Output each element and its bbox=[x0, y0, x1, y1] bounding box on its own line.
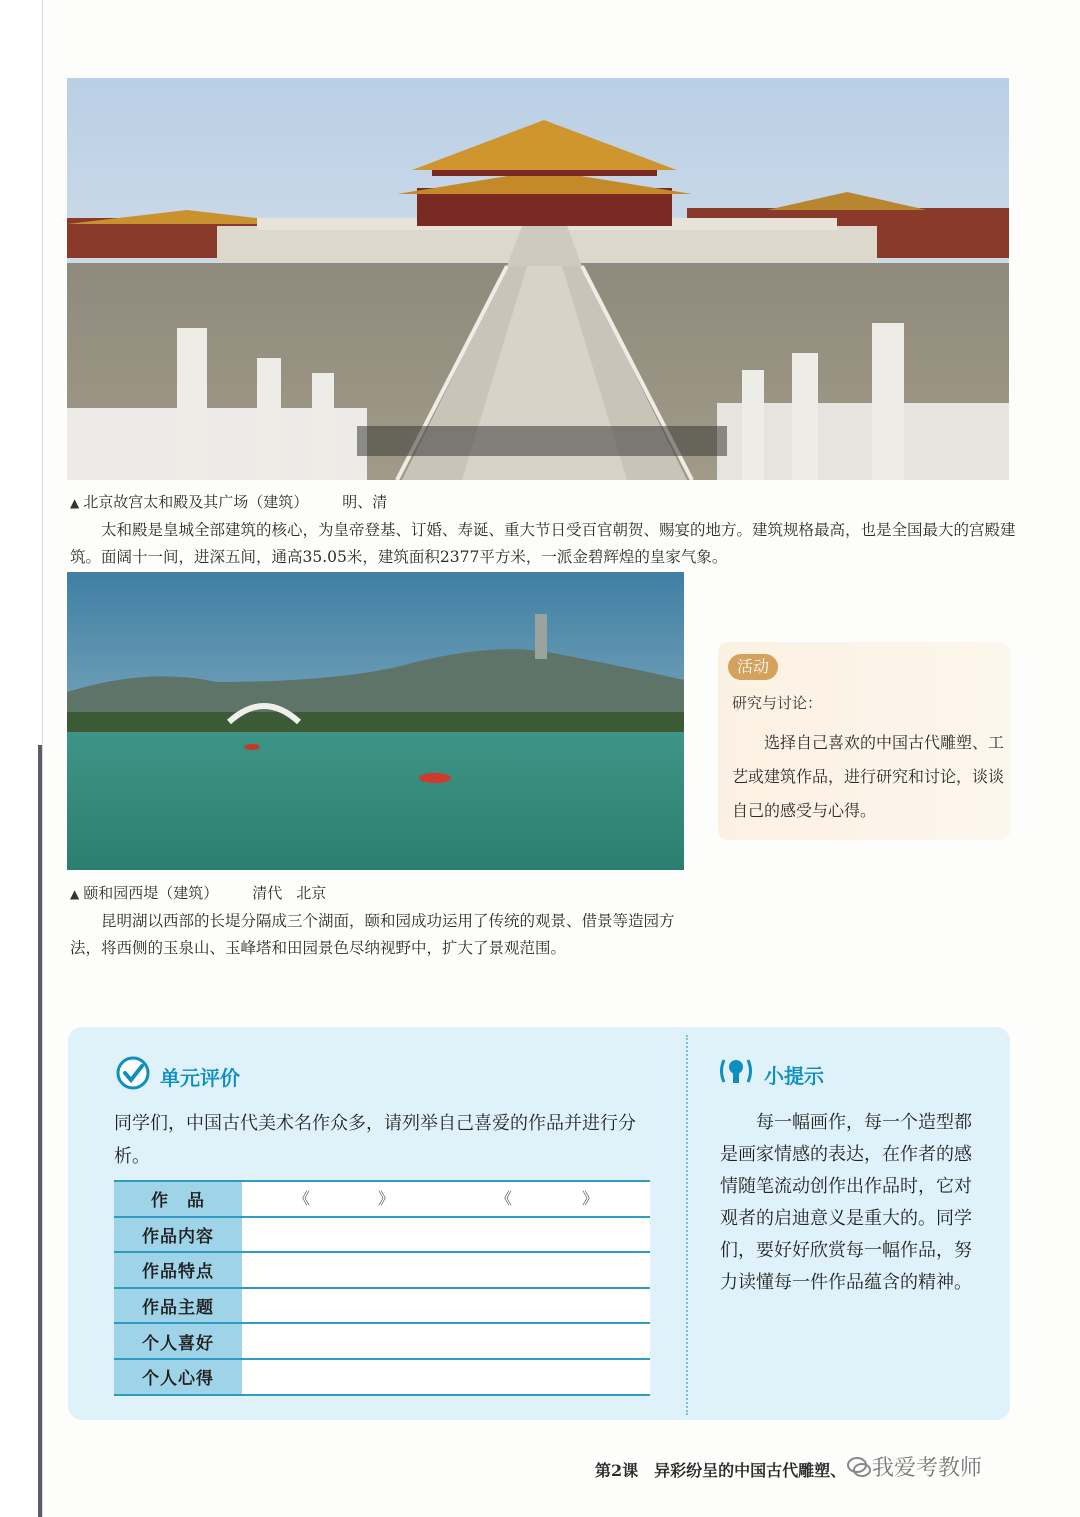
panel-divider bbox=[686, 1035, 688, 1415]
triangle-marker-icon: ▲ bbox=[70, 887, 80, 901]
page-binding-edge bbox=[38, 745, 42, 1517]
caption-text: 太和殿是皇城全部建筑的核心，为皇帝登基、订婚、寿诞、重大节日受百官朝贺、赐宴的地方。建筑规格最高，也是全国最大的宫殿建筑。面阔十一间，进深五间，通高35.05米，建筑面积2377平方米，一派金碧辉煌的皇家气象。 bbox=[70, 521, 1016, 566]
row-label: 个人喜好 bbox=[114, 1323, 242, 1359]
caption-place: 北京 bbox=[296, 884, 327, 902]
table-row bbox=[114, 1181, 650, 1217]
row-label: 作 品 bbox=[114, 1181, 242, 1217]
activity-subtitle: 研究与讨论： bbox=[732, 694, 823, 712]
table-row bbox=[114, 1288, 650, 1324]
theme-field[interactable] bbox=[242, 1288, 650, 1324]
caption-period: 明、清 bbox=[342, 493, 388, 511]
caption-title: 北京故宫太和殿及其广场（建筑） bbox=[83, 493, 309, 511]
caption-title: 颐和园西堤（建筑） bbox=[83, 884, 219, 902]
tip-title: 小提示 bbox=[764, 1064, 824, 1088]
summer-palace-photo bbox=[67, 572, 684, 870]
forbidden-city-photo bbox=[67, 78, 1009, 480]
evaluation-intro: 同学们，中国古代美术名作众多，请列举自己喜爱的作品并进行分析。 bbox=[114, 1113, 636, 1167]
lesson-footer: 第2课 异彩纷呈的中国古代雕塑、 bbox=[595, 1461, 847, 1480]
summer-palace-caption bbox=[70, 880, 690, 962]
features-field[interactable] bbox=[242, 1252, 650, 1288]
tip-body: 每一幅画作，每一个造型都是画家情感的表达，在作者的感情随笔流动创作出作品时，它对观者的启迪意义是重大的。同学们，要好好欣赏每一幅作品，努力读懂每一件作品蕴含的精神。 bbox=[720, 1112, 972, 1293]
checkmark-circle-icon bbox=[116, 1056, 150, 1090]
table-row bbox=[114, 1217, 650, 1253]
forbidden-city-caption bbox=[70, 489, 1020, 571]
evaluation-title: 单元评价 bbox=[160, 1066, 240, 1090]
wechat-icon bbox=[846, 1454, 872, 1480]
bracket-close: 》 bbox=[582, 1189, 599, 1208]
row-label: 作品主题 bbox=[114, 1288, 242, 1324]
watermark: 我爱考教师 bbox=[872, 1456, 983, 1481]
content-field[interactable] bbox=[242, 1217, 650, 1253]
activity-box bbox=[718, 642, 1010, 840]
row-label: 作品特点 bbox=[114, 1252, 242, 1288]
page-left-margin bbox=[0, 0, 43, 1517]
evaluation-table bbox=[114, 1180, 650, 1396]
triangle-marker-icon: ▲ bbox=[70, 496, 80, 510]
lightbulb-tip-icon bbox=[718, 1054, 754, 1088]
bracket-open: 《 bbox=[496, 1189, 513, 1208]
activity-body: 选择自己喜欢的中国古代雕塑、工艺或建筑作品，进行研究和讨论，谈谈自己的感受与心得。 bbox=[732, 733, 1005, 820]
bracket-open: 《 bbox=[294, 1189, 311, 1208]
bracket-close: 》 bbox=[378, 1189, 395, 1208]
preference-field[interactable] bbox=[242, 1323, 650, 1359]
caption-text: 昆明湖以西部的长堤分隔成三个湖面，颐和园成功运用了传统的观景、借景等造园方法，将西侧的玉泉山、玉峰塔和田园景色尽纳视野中，扩大了景观范围。 bbox=[70, 912, 675, 957]
activity-badge: 活动 bbox=[728, 654, 778, 680]
table-row bbox=[114, 1359, 650, 1395]
table-row bbox=[114, 1252, 650, 1288]
reflection-field[interactable] bbox=[242, 1359, 650, 1395]
caption-period: 清代 bbox=[252, 884, 283, 902]
artwork-field[interactable] bbox=[242, 1181, 650, 1217]
row-label: 作品内容 bbox=[114, 1217, 242, 1253]
table-row bbox=[114, 1323, 650, 1359]
row-label: 个人心得 bbox=[114, 1359, 242, 1395]
